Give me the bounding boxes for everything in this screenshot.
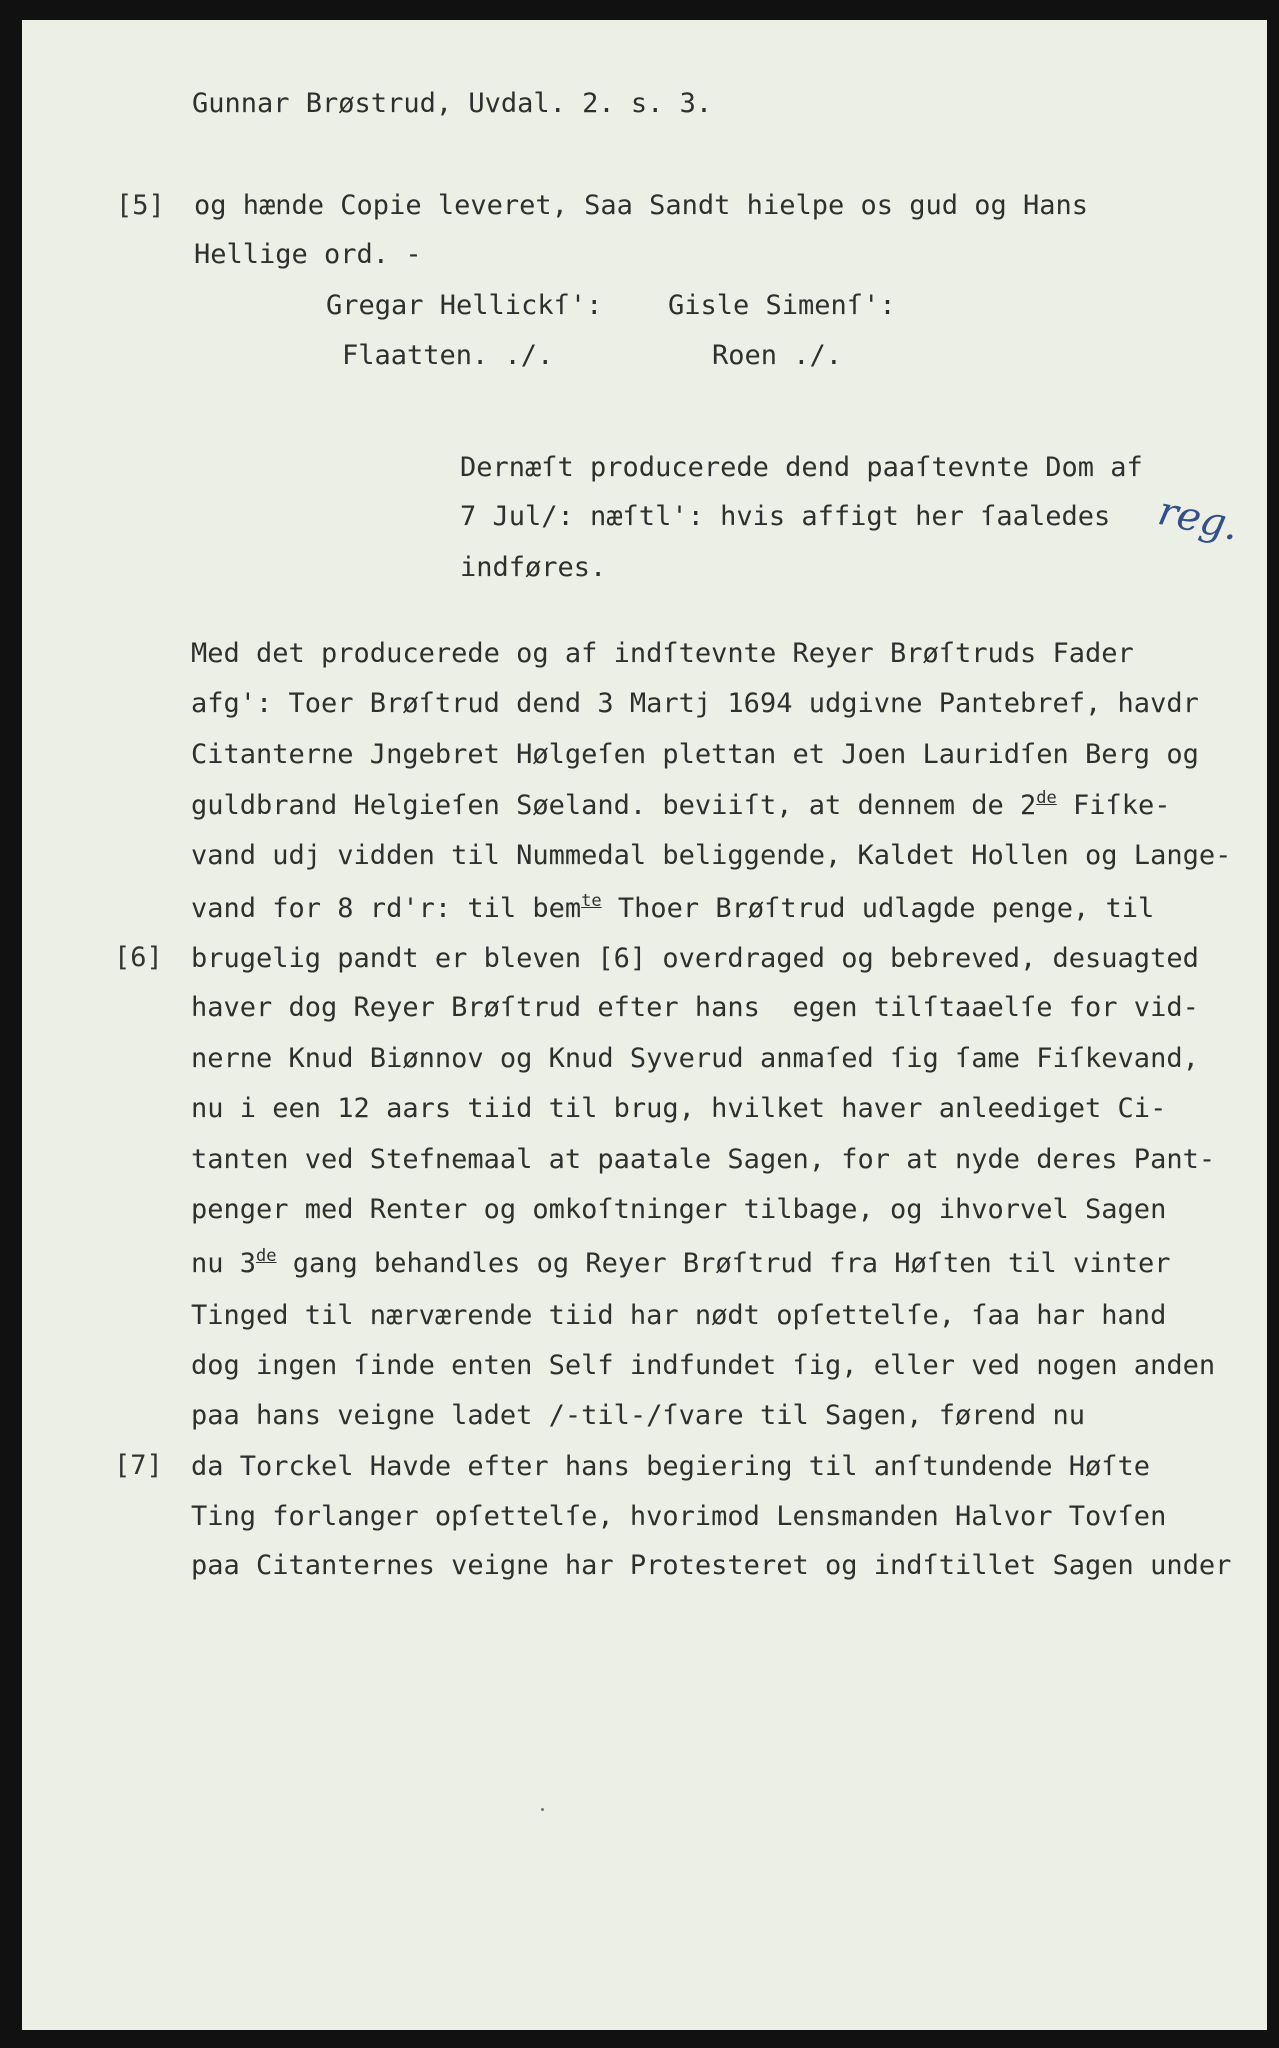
signature-name-left: Gregar Hellickſ': (326, 290, 603, 321)
block-line: indføres. (460, 552, 607, 583)
body-line: Med det producerede og af indſtevnte Reyer Brøſtruds Fader (191, 638, 1134, 669)
block-line: Dernæſt producerede dend paaſtevnte Dom af (460, 452, 1143, 483)
body-line: nerne Knud Biønnov og Knud Syverud anmaſed ſig ſame Fiſkevand, (191, 1043, 1199, 1074)
body-line: vand for 8 rd'r: til bem$^{te}$ Thoer Brøſtrud udlagde penge, til (191, 891, 1155, 924)
body-line: nu i een 12 aars tiid til brug, hvilket haver anleediget Ci- (191, 1093, 1167, 1124)
block-line: 7 Jul/: næſtl': hvis affigt her ſaaledes (460, 501, 1111, 532)
document-page (22, 20, 1267, 2030)
paragraph-line: og hænde Copie leveret, Saa Sandt hielpe os gud og Hans (194, 190, 1089, 221)
body-line: tanten ved Stefnemaal at paatale Sagen, for at nyde deres Pant- (191, 1144, 1216, 1175)
body-line: da Torckel Havde efter hans begiering til anſtundende Høſte (191, 1451, 1151, 1482)
body-line: Ting forlanger opſettelſe, hvorimod Lensmanden Halvor Tovſen (191, 1501, 1167, 1532)
body-line: brugelig pandt er bleven [6] overdraged og bebreved, desuagted (191, 943, 1199, 974)
body-line: nu 3de gang behandles og Reyer Brøſtrud fra Høſten til vinter (191, 1246, 1171, 1279)
margin-number-7: [7] (114, 1450, 163, 1481)
page-header: Gunnar Brøstrud, Uvdal. 2. s. 3. (192, 88, 713, 119)
body-line: penger med Renter og omkoſtninger tilbage, og ihvorvel Sagen (191, 1194, 1167, 1225)
handwritten-margin-note: reg. (1154, 488, 1244, 550)
body-line: dog ingen ſinde enten Self indfundet ſig, eller ved nogen anden (191, 1350, 1216, 1381)
body-line: afg': Toer Brøſtrud dend 3 Martj 1694 udgivne Pantebref, havdr (191, 688, 1199, 719)
body-line: haver dog Reyer Brøſtrud efter hans egen tilſtaaelſe for vid- (191, 992, 1199, 1023)
body-line: paa Citanternes veigne har Protesteret og indſtillet Sagen under (191, 1550, 1232, 1581)
body-line: Citanterne Jngebret Hølgeſen plettan et Joen Lauridſen Berg og (191, 739, 1199, 770)
paragraph-line: Hellige ord. - (194, 239, 422, 270)
body-line: Tinged til nærværende tiid har nødt opſettelſe, ſaa har hand (191, 1300, 1167, 1331)
body-line: guldbrand Helgieſen Søeland. beviiſt, at dennem de 2de Fiſke- (191, 788, 1171, 821)
body-line: vand udj vidden til Nummedal beliggende, Kaldet Hollen og Lange- (191, 840, 1232, 871)
body-line: paa hans veigne ladet /-til-/ſvare til Sagen, førend nu (191, 1400, 1086, 1431)
signature-name-right: Gisle Simenſ': (668, 290, 896, 321)
signature-place-left: Flaatten. ./. (342, 340, 554, 371)
margin-number-6: [6] (114, 942, 163, 973)
margin-number-5: [5] (116, 190, 165, 221)
paper-speck (541, 1808, 544, 1811)
signature-place-right: Roen ./. (712, 340, 843, 371)
